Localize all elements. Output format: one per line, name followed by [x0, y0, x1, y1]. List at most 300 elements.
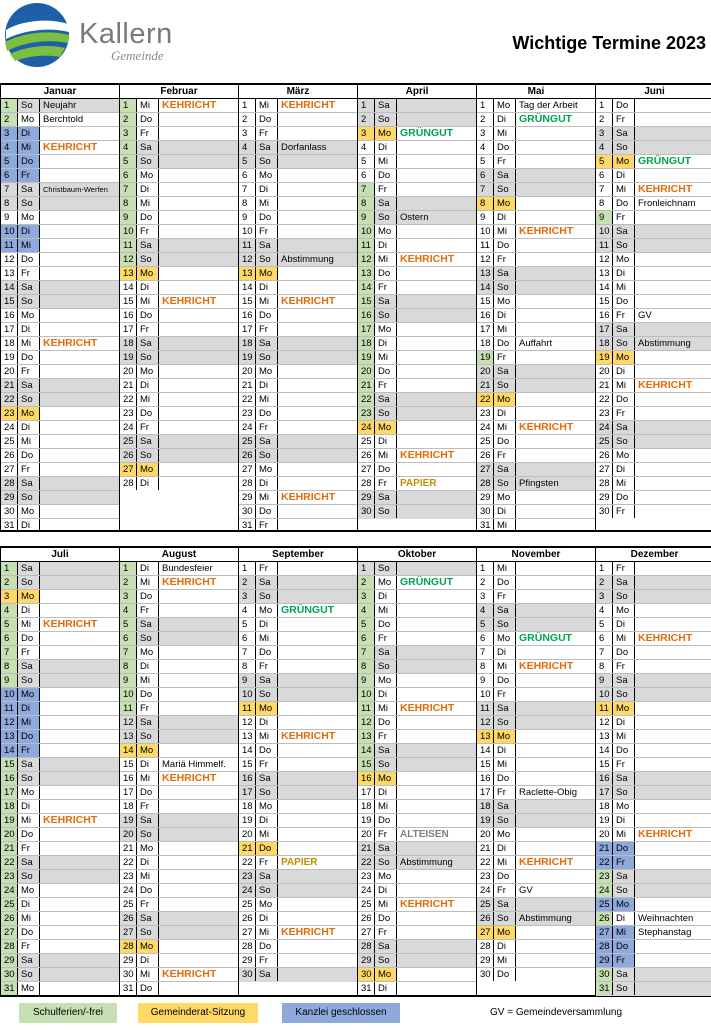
weekday: Di	[256, 281, 278, 294]
event-label	[397, 660, 477, 673]
event-label: KEHRICHT	[281, 926, 336, 938]
day-number: 2	[239, 113, 256, 126]
event-label	[397, 842, 477, 855]
weekday: Do	[375, 463, 397, 476]
day-row	[358, 744, 476, 758]
weekday: Mi	[375, 800, 397, 813]
weekday: Fr	[18, 940, 40, 953]
weekday: Do	[137, 309, 159, 322]
event-label: Bundesfeier	[162, 563, 213, 574]
weekday: Mo	[256, 604, 278, 617]
weekday: Mi	[375, 604, 397, 617]
day-row	[1, 926, 119, 940]
event-label	[635, 225, 711, 238]
event-label	[278, 940, 358, 953]
weekday: Fr	[375, 477, 397, 490]
day-number: 12	[358, 253, 375, 266]
weekday: Sa	[137, 435, 159, 448]
month-name: November	[477, 548, 595, 562]
day-number: 11	[1, 239, 18, 252]
day-row	[1, 393, 119, 407]
day-row	[1, 267, 119, 281]
weekday: Sa	[494, 702, 516, 715]
month-8	[238, 548, 357, 995]
day-number: 8	[1, 660, 18, 673]
event-label	[40, 225, 120, 238]
event-label	[159, 590, 239, 603]
event-label	[635, 295, 711, 308]
event-label: Berchtold	[43, 114, 84, 125]
weekday: Mi	[18, 337, 40, 350]
day-number: 19	[358, 351, 375, 364]
day-number: 13	[358, 267, 375, 280]
month-name: Oktober	[358, 548, 476, 562]
weekday: Mo	[375, 225, 397, 238]
day-number: 13	[120, 730, 137, 743]
day-number: 27	[358, 926, 375, 939]
day-number: 8	[596, 660, 613, 673]
weekday: Sa	[613, 772, 635, 785]
day-row	[1, 211, 119, 225]
day-number: 12	[120, 716, 137, 729]
weekday: Sa	[256, 870, 278, 883]
day-number: 18	[120, 337, 137, 350]
weekday: Mi	[494, 758, 516, 771]
event-label	[397, 772, 477, 785]
weekday: So	[494, 379, 516, 392]
weekday: Mi	[137, 197, 159, 210]
day-row	[596, 786, 711, 800]
weekday: Sa	[375, 744, 397, 757]
weekday: Mo	[494, 730, 516, 743]
day-row	[477, 772, 595, 786]
weekday: Mi	[256, 393, 278, 406]
event-label: GRÜNGUT	[400, 576, 454, 588]
event-label: KEHRICHT	[519, 660, 574, 672]
weekday: Mi	[613, 730, 635, 743]
event-label	[159, 786, 239, 799]
weekday: Do	[256, 646, 278, 659]
weekday: Do	[137, 786, 159, 799]
day-row	[239, 323, 357, 337]
day-row	[477, 842, 595, 856]
day-number: 9	[239, 674, 256, 687]
weekday: Sa	[613, 968, 635, 981]
event-label: GV	[519, 885, 533, 896]
day-number: 7	[239, 183, 256, 196]
day-number: 2	[239, 576, 256, 589]
month-name: März	[239, 85, 357, 99]
weekday: Sa	[256, 674, 278, 687]
day-number: 31	[358, 982, 375, 995]
day-number: 23	[239, 407, 256, 420]
event-label	[635, 463, 711, 476]
weekday: Do	[494, 576, 516, 589]
day-number: 13	[596, 267, 613, 280]
month-6	[0, 548, 119, 995]
weekday: Di	[494, 407, 516, 420]
day-row	[1, 660, 119, 674]
day-row	[477, 688, 595, 702]
day-number: 23	[358, 870, 375, 883]
weekday: Do	[375, 365, 397, 378]
event-label	[397, 155, 477, 168]
day-row	[358, 590, 476, 604]
day-number: 31	[120, 982, 137, 995]
event-label	[40, 590, 120, 603]
weekday: Mo	[375, 576, 397, 589]
day-row	[477, 351, 595, 365]
event-label	[635, 323, 711, 336]
day-number: 4	[239, 604, 256, 617]
weekday: Mo	[613, 449, 635, 462]
weekday: Di	[137, 183, 159, 196]
day-number: 18	[120, 800, 137, 813]
day-row	[596, 702, 711, 716]
day-number: 10	[239, 225, 256, 238]
event-label	[278, 421, 358, 434]
weekday: Fr	[494, 786, 516, 799]
weekday: Sa	[256, 435, 278, 448]
day-row	[596, 576, 711, 590]
day-number: 16	[239, 772, 256, 785]
event-label	[635, 940, 711, 953]
day-row	[596, 155, 711, 169]
day-row	[596, 113, 711, 127]
event-label	[635, 744, 711, 757]
day-number: 19	[358, 814, 375, 827]
day-row	[1, 744, 119, 758]
event-label	[397, 814, 477, 827]
event-label	[397, 590, 477, 603]
day-number: 17	[239, 786, 256, 799]
event-label	[278, 800, 358, 813]
day-row	[358, 828, 476, 842]
weekday: So	[18, 576, 40, 589]
day-number: 19	[1, 351, 18, 364]
day-number: 24	[477, 884, 494, 897]
day-row	[358, 758, 476, 772]
event-label	[397, 323, 477, 336]
event-label	[516, 716, 596, 729]
event-label: KEHRICHT	[162, 576, 217, 588]
event-label	[516, 828, 596, 841]
day-number: 9	[477, 674, 494, 687]
event-label: GRÜNGUT	[638, 155, 692, 167]
event-label	[397, 758, 477, 771]
event-label	[40, 730, 120, 743]
event-label	[397, 183, 477, 196]
day-number: 25	[358, 898, 375, 911]
day-row	[477, 562, 595, 576]
day-number: 22	[1, 856, 18, 869]
day-number: 20	[120, 828, 137, 841]
event-label	[278, 281, 358, 294]
day-number: 29	[239, 954, 256, 967]
event-label	[516, 576, 596, 589]
event-label	[159, 660, 239, 673]
day-row	[596, 842, 711, 856]
event-label	[159, 842, 239, 855]
event-label: KEHRICHT	[519, 225, 574, 237]
event-label	[40, 842, 120, 855]
day-number: 28	[477, 940, 494, 953]
event-label	[159, 940, 239, 953]
day-number: 17	[120, 786, 137, 799]
day-row	[358, 463, 476, 477]
event-label	[635, 99, 711, 112]
day-number: 20	[477, 365, 494, 378]
day-number: 28	[358, 940, 375, 953]
event-label	[516, 646, 596, 659]
day-number: 29	[596, 491, 613, 504]
event-label	[40, 744, 120, 757]
event-label	[635, 870, 711, 883]
day-row	[120, 421, 238, 435]
day-number: 12	[477, 253, 494, 266]
weekday: Fr	[613, 954, 635, 967]
event-label	[635, 688, 711, 701]
day-row	[120, 576, 238, 590]
day-number: 29	[1, 491, 18, 504]
event-label	[635, 239, 711, 252]
day-row	[596, 884, 711, 898]
day-row	[477, 267, 595, 281]
day-row	[239, 968, 357, 982]
day-number: 3	[477, 127, 494, 140]
event-label	[40, 758, 120, 771]
day-row	[239, 113, 357, 127]
day-number: 5	[239, 155, 256, 168]
weekday: So	[256, 449, 278, 462]
day-number: 13	[596, 730, 613, 743]
day-row	[1, 912, 119, 926]
day-row	[358, 646, 476, 660]
day-row	[358, 99, 476, 113]
weekday: Mi	[137, 870, 159, 883]
event-label	[159, 814, 239, 827]
day-row	[596, 491, 711, 505]
weekday: Fr	[137, 702, 159, 715]
event-label	[516, 800, 596, 813]
day-row	[1, 688, 119, 702]
event-label	[159, 239, 239, 252]
weekday: Mi	[18, 716, 40, 729]
event-label	[397, 926, 477, 939]
day-number: 27	[596, 926, 613, 939]
event-label	[397, 365, 477, 378]
day-row	[239, 169, 357, 183]
event-label: KEHRICHT	[638, 828, 693, 840]
day-number: 22	[358, 856, 375, 869]
day-row	[358, 127, 476, 141]
weekday: Mo	[18, 688, 40, 701]
day-number: 23	[596, 407, 613, 420]
event-label	[635, 562, 711, 575]
day-row	[120, 730, 238, 744]
weekday: Di	[613, 463, 635, 476]
weekday: So	[137, 828, 159, 841]
weekday: Mi	[613, 477, 635, 490]
day-number: 30	[1, 968, 18, 981]
event-label	[159, 407, 239, 420]
event-label	[159, 912, 239, 925]
weekday: Mo	[613, 604, 635, 617]
day-row	[477, 744, 595, 758]
day-row	[477, 183, 595, 197]
day-row	[596, 197, 711, 211]
day-row	[596, 281, 711, 295]
weekday: Do	[137, 590, 159, 603]
day-number: 1	[239, 562, 256, 575]
event-label	[159, 828, 239, 841]
weekday: Mi	[613, 926, 635, 939]
day-number: 24	[120, 421, 137, 434]
day-number: 22	[477, 393, 494, 406]
day-number: 6	[1, 632, 18, 645]
event-label: Abstimmung	[519, 913, 572, 924]
event-label	[159, 926, 239, 939]
weekday: Mo	[256, 169, 278, 182]
day-number: 15	[477, 295, 494, 308]
weekday: Di	[256, 618, 278, 631]
day-row	[358, 323, 476, 337]
day-number: 15	[120, 295, 137, 308]
event-label	[635, 491, 711, 504]
day-number: 10	[120, 225, 137, 238]
weekday: Fr	[613, 562, 635, 575]
event-label	[40, 828, 120, 841]
event-label	[278, 702, 358, 715]
day-row	[358, 842, 476, 856]
event-label	[516, 267, 596, 280]
weekday: So	[18, 491, 40, 504]
weekday: Mo	[494, 828, 516, 841]
event-label	[40, 562, 120, 575]
weekday: Mi	[256, 491, 278, 504]
weekday: Mo	[256, 800, 278, 813]
weekday: Mo	[18, 505, 40, 518]
weekday: Do	[494, 435, 516, 448]
day-row	[120, 169, 238, 183]
month-11	[595, 548, 711, 995]
event-label	[397, 463, 477, 476]
event-label	[278, 155, 358, 168]
day-number: 18	[358, 800, 375, 813]
weekday: So	[137, 155, 159, 168]
event-label	[40, 435, 120, 448]
day-number: 7	[239, 646, 256, 659]
weekday: Mi	[494, 519, 516, 532]
weekday: Do	[18, 351, 40, 364]
day-number: 8	[477, 660, 494, 673]
day-number: 3	[239, 127, 256, 140]
event-label	[40, 365, 120, 378]
day-number: 11	[1, 702, 18, 715]
weekday: Di	[18, 421, 40, 434]
day-row	[1, 197, 119, 211]
day-number: 6	[120, 169, 137, 182]
event-label	[278, 772, 358, 785]
event-label	[516, 449, 596, 462]
event-label: KEHRICHT	[400, 449, 455, 461]
weekday: Di	[494, 113, 516, 126]
day-number: 10	[239, 688, 256, 701]
day-number: 21	[358, 379, 375, 392]
day-number: 27	[120, 926, 137, 939]
day-row	[596, 688, 711, 702]
day-row	[1, 253, 119, 267]
day-number: 21	[1, 379, 18, 392]
day-row	[596, 253, 711, 267]
event-label: Abstimmung	[400, 857, 453, 868]
event-label	[516, 211, 596, 224]
event-label	[516, 323, 596, 336]
weekday: Fr	[256, 856, 278, 869]
day-number: 27	[239, 463, 256, 476]
event-label: KEHRICHT	[43, 337, 98, 349]
weekday: Sa	[613, 225, 635, 238]
day-number: 17	[596, 786, 613, 799]
day-row	[120, 590, 238, 604]
day-row	[239, 505, 357, 519]
day-row	[1, 519, 119, 533]
day-row	[120, 127, 238, 141]
weekday: Mo	[137, 463, 159, 476]
day-row	[120, 898, 238, 912]
day-number: 26	[1, 912, 18, 925]
day-number: 27	[477, 926, 494, 939]
weekday: Di	[137, 660, 159, 673]
day-number: 2	[120, 576, 137, 589]
day-number: 17	[358, 323, 375, 336]
day-number: 10	[358, 688, 375, 701]
event-label	[159, 898, 239, 911]
weekday: Fr	[256, 519, 278, 532]
day-row	[239, 814, 357, 828]
weekday: Mo	[18, 590, 40, 603]
day-number: 18	[1, 337, 18, 350]
day-row	[239, 954, 357, 968]
weekday: Fr	[256, 758, 278, 771]
event-label: Auffahrt	[519, 338, 553, 349]
day-row	[477, 211, 595, 225]
event-label	[397, 716, 477, 729]
event-label	[397, 281, 477, 294]
weekday: Mo	[494, 295, 516, 308]
day-number: 29	[358, 954, 375, 967]
weekday: So	[18, 393, 40, 406]
event-label	[397, 351, 477, 364]
weekday: Di	[256, 912, 278, 925]
weekday: Sa	[613, 127, 635, 140]
event-label	[40, 449, 120, 462]
day-row	[358, 365, 476, 379]
day-number: 16	[358, 309, 375, 322]
weekday: So	[613, 982, 635, 995]
event-label	[397, 379, 477, 392]
event-label	[40, 309, 120, 322]
weekday: Di	[494, 505, 516, 518]
day-number: 26	[239, 449, 256, 462]
day-number: 17	[1, 786, 18, 799]
day-number: 19	[239, 814, 256, 827]
day-number: 7	[358, 646, 375, 659]
day-number: 26	[1, 449, 18, 462]
weekday: Fr	[256, 323, 278, 336]
day-number: 20	[358, 828, 375, 841]
day-number: 30	[120, 968, 137, 981]
